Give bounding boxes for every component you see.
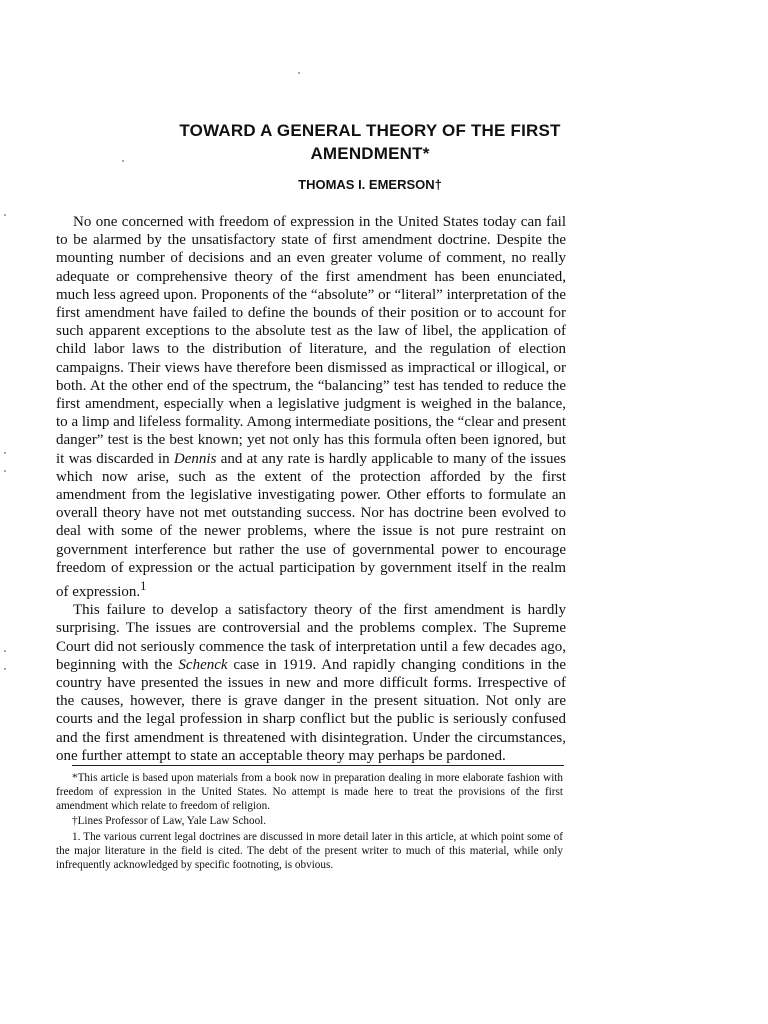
article-title-line-1: TOWARD A GENERAL THEORY OF THE FIRST	[179, 121, 561, 140]
paragraph-2-text-a: This failure to develop a satisfactory theory of the first amendment is hardly surprising. The issues are controversial and the problems complex. The Supreme Court did not seriously commence the task of interpretation until a few decades ago, beginning with the	[56, 602, 566, 673]
article-title-line-2: AMENDMENT*	[310, 144, 430, 163]
footnote-dagger: †Lines Professor of Law, Yale Law School.	[72, 814, 267, 827]
case-name-dennis: Dennis	[173, 450, 217, 467]
footnote-star: *This article is based upon materials from a book now in preparation dealing in more elaborate fashion with freedom of expression in the United States. No attempt is made here to treat the provisions of the first amendment which relate to freedom of religion.	[56, 772, 563, 813]
article-body	[56, 213, 566, 765]
paragraph-1-text-b: and at any rate is hardly applicable to many of the issues which now arise, such as the extent of the protection afforded by the first amendment from the legislative investigating power. Other efforts to formulate an overall theory have not met outstanding success. Nor has doctrine been evolved to deal with some of the newer problems, where the issue is not pure restraint on government interference but rather the use of governmental power to encourage freedom of expression or the actual participation by government itself in the realm of expression.	[56, 450, 566, 601]
case-name-schenck: Schenck	[178, 656, 228, 673]
paragraph-1-text-a: No one concerned with freedom of expression in the United States today can fail to be alarmed by the unsatisfactory state of first amendment doctrine. Despite the mounting number of decisions and an even greater volume of comment, no really adequate or comprehensive theory of the first amendment has been enunciated, much less agreed upon. Proponents of the “absolute” or “literal” interpretation of the first amendment have failed to define the bounds of their position or to account for such apparent exceptions to the absolute test as the law of libel, the application of child labor laws to the distribution of literature, and the regulation of election campaigns. Their views have therefore been dismissed as impractical or illogical, or both. At the other end of the spectrum, the “balancing” test has tended to reduce the first amendment, especially when a legislative judgment is weighed in the balance, to a limp and lifeless formality. Among intermediate positions, the “clear and present danger” test is the best known; yet not only has this formula often been ignored, but it was discarded in	[56, 214, 566, 467]
body-paragraph-1	[56, 213, 566, 601]
article-author: THOMAS I. EMERSON†	[298, 177, 442, 192]
footnote-divider	[72, 765, 564, 766]
body-paragraph-2	[56, 601, 566, 765]
footnotes	[56, 771, 563, 872]
paragraph-2-text-b: case in 1919. And rapidly changing conditions in the country have presented the issues in new and more difficult forms. Irrespective of the causes, however, there is grave danger in the present situation. Not only are courts and the legal profession in sharp conflict but the public is seriously confused and the first amendment is threatened with disintegration. Under the circumstances, one further attempt to state an acceptable theory may perhaps be pardoned.	[56, 656, 567, 764]
footnote-1: 1. The various current legal doctrines are discussed in more detail later in this article, at which point some of the major literature in the field is cited. The debt of the present writer to much of this material, while only infrequently acknowledged by specific footnoting, is obvious.	[56, 830, 563, 872]
footnote-ref-1: 1	[140, 579, 147, 594]
